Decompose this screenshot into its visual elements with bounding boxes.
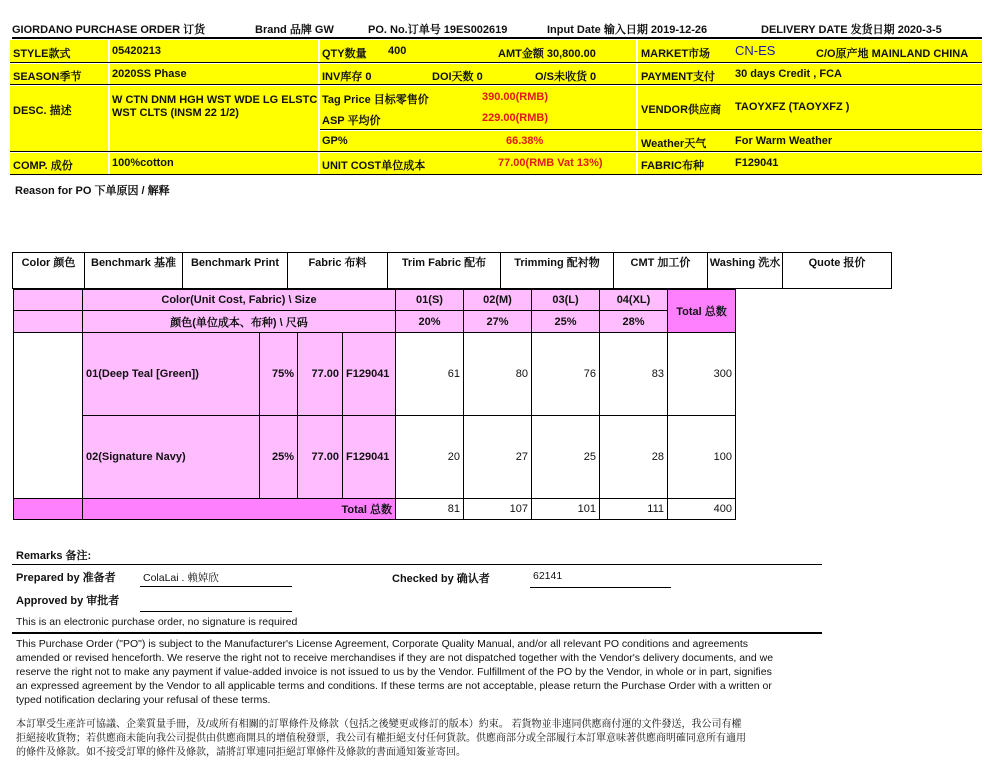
divider	[10, 151, 982, 152]
style-label: STYLE款式	[13, 48, 71, 60]
season-value: 2020SS Phase	[112, 68, 187, 80]
size-ratio: 28%	[600, 311, 668, 333]
approved-label: Approved by 审批者	[16, 595, 120, 607]
divider	[10, 174, 982, 175]
po-header	[12, 13, 982, 39]
info-grid	[10, 40, 982, 175]
terms-en-line: This Purchase Order ("PO") is subject to the Manufacturer's License Agreement, Corporate Quality Manual, and/or all relevant PO conditions and agreements	[16, 638, 748, 650]
size-header-blank	[14, 290, 83, 311]
cost-header-cmt: CMT 加工价	[614, 253, 708, 289]
qty-value: 400	[388, 45, 407, 57]
size-total: 81	[396, 499, 464, 520]
unit-cost-value: 77.00(RMB Vat 13%)	[498, 157, 603, 169]
terms-cn-line: 拒絕接收貨物；若供應商未能向我公司提供由供應商開具的增值稅發票，我公司有權拒絕支付任何貨款。供應商部分或全部履行本訂單意味著供應商明確同意所有適用	[16, 733, 746, 744]
unit-cost-cell	[320, 153, 636, 174]
checked-value: 62141	[533, 570, 563, 582]
size-name: 02(M)	[464, 290, 532, 311]
inv-field: INV库存 0	[322, 71, 372, 83]
doi-field: DOI天数 0	[432, 71, 483, 83]
terms-en-line: typed notification declaring your refusal of these terms.	[16, 694, 271, 706]
weather-label: Weather天气	[641, 138, 707, 150]
size-total: 107	[464, 499, 532, 520]
divider	[10, 84, 982, 85]
style-label-cell	[10, 40, 108, 62]
qty-cell: 76	[532, 333, 600, 416]
image-cell	[14, 333, 83, 499]
terms-en-line: reserve the right not to make any payment if value-added invoice is not issued to us by the Vendor. Fulfillment of the PO by the Vendor, in whole or in part, signifies	[16, 666, 772, 678]
fabric-cell	[638, 153, 982, 174]
size-breakdown-table	[13, 289, 736, 520]
size-header-cn: 颜色(单位成本、布种) \ 尺码	[83, 311, 396, 333]
terms-cn-line: 本訂單受生產許可協議、企業質量手冊，及/或所有相關的訂單條件及條款（包括之後變更或修訂的版本）約束。 若貨物並非連同供應商付運的文件發送，我公司有權	[16, 719, 742, 730]
asp-label: ASP 平均价	[322, 115, 381, 127]
color-ratio: 25%	[260, 416, 298, 499]
input-date-field: Input Date 输入日期 2019-12-26	[547, 24, 708, 36]
desc-value-cell	[110, 86, 318, 151]
style-value: 05420213	[112, 45, 161, 57]
electronic-note: This is an electronic purchase order, no signature is required	[16, 616, 298, 628]
qty-cell: 20	[396, 416, 464, 499]
size-total: 111	[600, 499, 668, 520]
cost-header-trim-fabric: Trim Fabric 配布	[388, 253, 501, 289]
qty-label: QTY数量	[322, 48, 367, 60]
color-fabric: F129041	[343, 333, 396, 416]
cost-header-trimming: Trimming 配衬物	[501, 253, 614, 289]
checked-label: Checked by 确认者	[392, 573, 490, 585]
qty-cell: 25	[532, 416, 600, 499]
qty-cell: 61	[396, 333, 464, 416]
total-header: Total 总数	[668, 290, 736, 333]
market-value: CN-ES	[735, 43, 776, 58]
payment-cell	[638, 64, 982, 84]
table-row	[14, 333, 736, 416]
table-row	[14, 416, 736, 499]
cost-breakdown-table	[12, 252, 892, 289]
tag-price-value: 390.00(RMB)	[482, 91, 549, 103]
tag-price-label: Tag Price 目标零售价	[322, 94, 429, 106]
os-field: O/S未收货 0	[535, 71, 597, 83]
style-value-cell	[110, 40, 318, 62]
prepared-label: Prepared by 准备者	[16, 572, 116, 584]
totals-row	[14, 499, 736, 520]
size-total: 101	[532, 499, 600, 520]
inventory-cell	[320, 64, 636, 84]
terms-cn-line: 的條件及條款。如不接受訂單的條件及條款，請將訂單連同拒絕訂單條件及條款的書面通知簽並寄回。	[16, 747, 466, 758]
comp-label: COMP. 成份	[13, 160, 73, 172]
comp-label-cell	[10, 153, 108, 174]
amt-field: AMT金额 30,800.00	[498, 48, 596, 60]
payment-label: PAYMENT支付	[641, 71, 715, 83]
totals-label: Total 总数	[83, 499, 396, 520]
season-value-cell	[110, 64, 318, 84]
desc-value-line1: W CTN DNM HGH WST WDE LG ELSTC	[112, 94, 318, 106]
signoff-section	[0, 566, 990, 636]
color-cost: 77.00	[298, 333, 343, 416]
desc-label: DESC. 描述	[13, 105, 72, 117]
prepared-value: ColaLai . 赖婥欣	[143, 572, 219, 584]
weather-cell	[638, 131, 982, 151]
size-header-en: Color(Unit Cost, Fabric) \ Size	[83, 290, 396, 311]
qty-cell	[320, 40, 636, 62]
qty-cell: 28	[600, 416, 668, 499]
fabric-value: F129041	[735, 157, 779, 169]
size-ratio: 20%	[396, 311, 464, 333]
grand-total: 400	[668, 499, 736, 520]
divider	[12, 632, 822, 634]
gp-cell	[320, 131, 636, 151]
gp-label: GP%	[322, 135, 348, 147]
brand-field: Brand 品牌 GW	[255, 24, 334, 36]
size-name: 03(L)	[532, 290, 600, 311]
origin-field: C/O原产地 MAINLAND CHINA	[816, 48, 969, 60]
qty-cell: 80	[464, 333, 532, 416]
qty-cell: 83	[600, 333, 668, 416]
vendor-value: TAOYXFZ (TAOYXFZ )	[735, 101, 850, 113]
asp-value: 229.00(RMB)	[482, 112, 549, 124]
payment-value: 30 days Credit , FCA	[735, 68, 842, 80]
divider	[10, 62, 982, 63]
color-name: 01(Deep Teal [Green])	[83, 333, 260, 416]
size-ratio: 27%	[464, 311, 532, 333]
terms-en-line: amended or revised henceforth. We reserve the right not to receive merchandises if they are not dispatched together with the Vendor's delivery documents, and we	[16, 652, 774, 664]
color-ratio: 75%	[260, 333, 298, 416]
size-name: 04(XL)	[600, 290, 668, 311]
vendor-cell	[638, 86, 982, 129]
po-title: GIORDANO PURCHASE ORDER 订货	[12, 24, 206, 36]
po-number-field: PO. No.订单号 19ES002619	[368, 24, 508, 36]
cost-header-washing: Washing 洗水	[708, 253, 783, 289]
market-cell	[638, 40, 982, 62]
unit-cost-label: UNIT COST单位成本	[322, 160, 426, 172]
weather-value: For Warm Weather	[735, 135, 833, 147]
totals-blank	[14, 499, 83, 520]
desc-value-line2: WST CLTS (INSM 22 1/2)	[112, 107, 239, 119]
desc-label-cell	[10, 86, 108, 151]
cost-header-benchmark: Benchmark 基准	[85, 253, 183, 289]
divider	[12, 564, 822, 565]
divider	[320, 129, 982, 130]
delivery-date-field: DELIVERY DATE 发货日期 2020-3-5	[761, 24, 942, 36]
season-label-cell	[10, 64, 108, 84]
checked-signature-line	[530, 587, 671, 588]
cost-header-color: Color 颜色	[13, 253, 85, 289]
color-name: 02(Signature Navy)	[83, 416, 260, 499]
vendor-label: VENDOR供应商	[641, 104, 722, 116]
size-header-blank	[14, 311, 83, 333]
size-name: 01(S)	[396, 290, 464, 311]
cost-header-benchmark-print: Benchmark Print	[183, 253, 288, 289]
cost-header-fabric: Fabric 布料	[288, 253, 388, 289]
remarks-label: Remarks 备注:	[16, 550, 92, 562]
qty-cell: 27	[464, 416, 532, 499]
row-total: 300	[668, 333, 736, 416]
approved-signature-line	[140, 611, 292, 612]
size-ratio: 25%	[532, 311, 600, 333]
gp-value: 66.38%	[506, 135, 544, 147]
fabric-label: FABRIC布种	[641, 160, 704, 172]
prepared-signature-line	[140, 586, 292, 587]
market-label: MARKET市场	[641, 48, 711, 60]
season-label: SEASON季节	[13, 71, 82, 83]
price-cell	[320, 86, 636, 129]
row-total: 100	[668, 416, 736, 499]
color-cost: 77.00	[298, 416, 343, 499]
terms-en-line: an expressed agreement by the Vendor to all applicable terms and conditions. If these terms are not acceptable, please return the Purchase Order with a written or	[16, 680, 772, 692]
color-fabric: F129041	[343, 416, 396, 499]
cost-header-quote: Quote 报价	[783, 253, 892, 289]
comp-value: 100%cotton	[112, 157, 174, 169]
reason-label: Reason for PO 下单原因 / 解释	[15, 185, 170, 197]
comp-value-cell	[110, 153, 318, 174]
